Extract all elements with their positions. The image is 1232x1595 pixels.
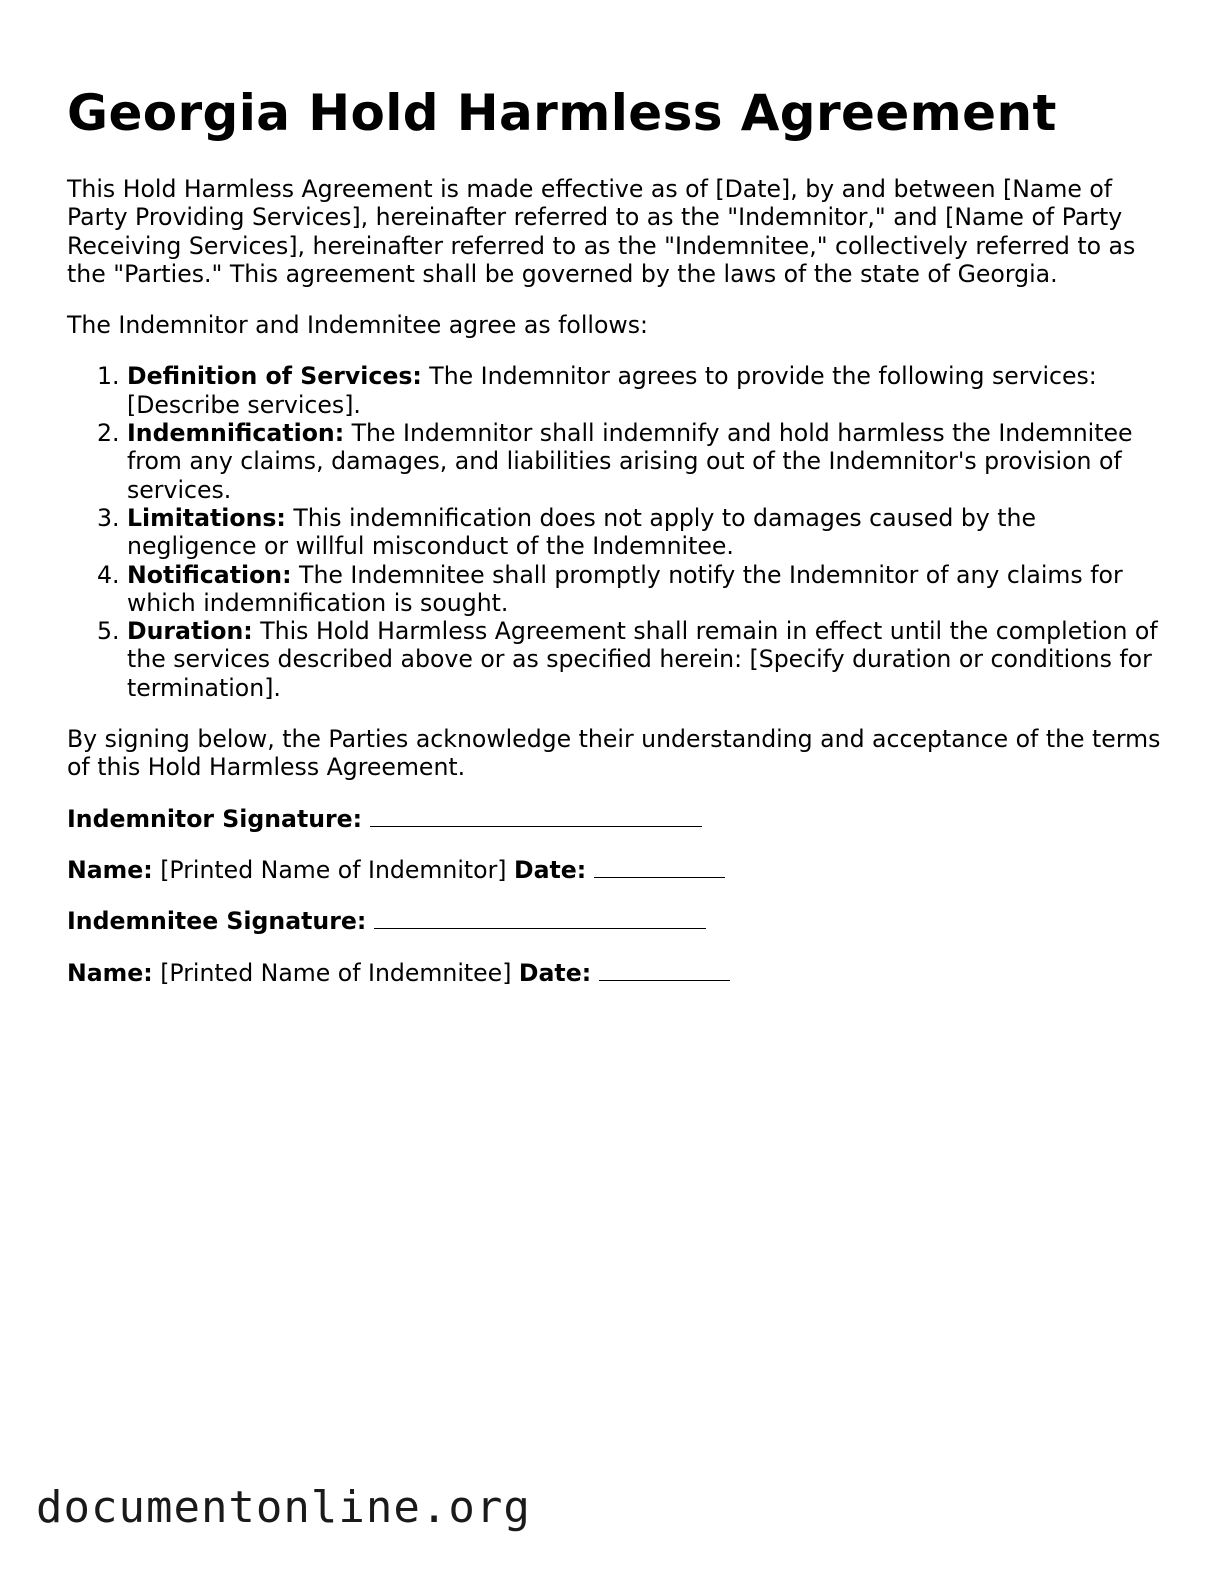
indemnitor-date-label: Date: xyxy=(514,855,587,884)
document-page xyxy=(67,80,1167,987)
clause-text: This Hold Harmless Agreement shall remain in effect until the completion of the services described above or as specified herein: [Specify duration or conditions for termination]. xyxy=(127,617,1158,702)
clause-heading: Duration: xyxy=(127,617,253,646)
indemnitor-date-blank[interactable] xyxy=(594,857,725,878)
clause-heading: Notification: xyxy=(127,560,292,589)
indemnitee-date-label: Date: xyxy=(518,958,592,987)
footer-watermark: documentonline.org xyxy=(36,1482,531,1533)
clause-list xyxy=(67,362,1167,702)
clause-item xyxy=(127,617,1167,702)
indemnitee-signature-line xyxy=(67,907,1167,935)
clause-heading: Indemnification: xyxy=(127,419,345,448)
clause-item xyxy=(127,419,1167,504)
indemnitor-name-line xyxy=(67,856,1167,884)
indemnitor-name-label: Name: xyxy=(67,855,153,884)
indemnitee-signature-blank[interactable] xyxy=(374,908,706,929)
clause-text: The Indemnitor shall indemnify and hold harmless the Indemnitee from any claims, damages, and liabilities arising out of the Indemnitor's provision of services. xyxy=(127,419,1133,504)
lead-paragraph: The Indemnitor and Indemnitee agree as follows: xyxy=(67,311,648,340)
clause-text: The Indemnitee shall promptly notify the Indemnitor of any claims for which indemnification is sought. xyxy=(127,560,1123,617)
clause-item xyxy=(127,362,1167,419)
indemnitee-date-blank[interactable] xyxy=(599,960,730,981)
clause-heading: Definition of Services: xyxy=(127,362,422,391)
indemnitee-name-line xyxy=(67,959,1167,987)
indemnitor-signature-line xyxy=(67,805,1167,833)
clause-heading: Limitations: xyxy=(127,503,286,532)
intro-paragraph: This Hold Harmless Agreement is made effective as of [Date], by and between [Name of Party Providing Services], hereinafter referred to as the "Indemnitor," and [Name of Party Receiving Services], hereinafter referred to as the "Indemnitee," collectively referred to as the "Parties." This agreement shall be governed by the laws of the state of Georgia. xyxy=(67,175,1136,288)
clause-item xyxy=(127,561,1167,618)
indemnitor-signature-blank[interactable] xyxy=(370,806,702,827)
clause-text: This indemnification does not apply to damages caused by the negligence or willful misconduct of the Indemnitee. xyxy=(127,503,1036,561)
closing-paragraph: By signing below, the Parties acknowledge their understanding and acceptance of the terms of this Hold Harmless Agreement. xyxy=(67,725,1161,782)
indemnitee-name-label: Name: xyxy=(67,958,153,987)
document-title: Georgia Hold Harmless Agreement xyxy=(67,84,1057,142)
clause-text: The Indemnitor agrees to provide the following services: [Describe services]. xyxy=(127,362,1097,419)
indemnitor-signature-label: Indemnitor Signature: xyxy=(67,804,363,833)
indemnitee-name-value: [Printed Name of Indemnitee] xyxy=(152,958,519,987)
clause-item xyxy=(127,504,1167,561)
indemnitee-signature-label: Indemnitee Signature: xyxy=(67,907,367,936)
indemnitor-name-value: [Printed Name of Indemnitor] xyxy=(152,855,515,884)
